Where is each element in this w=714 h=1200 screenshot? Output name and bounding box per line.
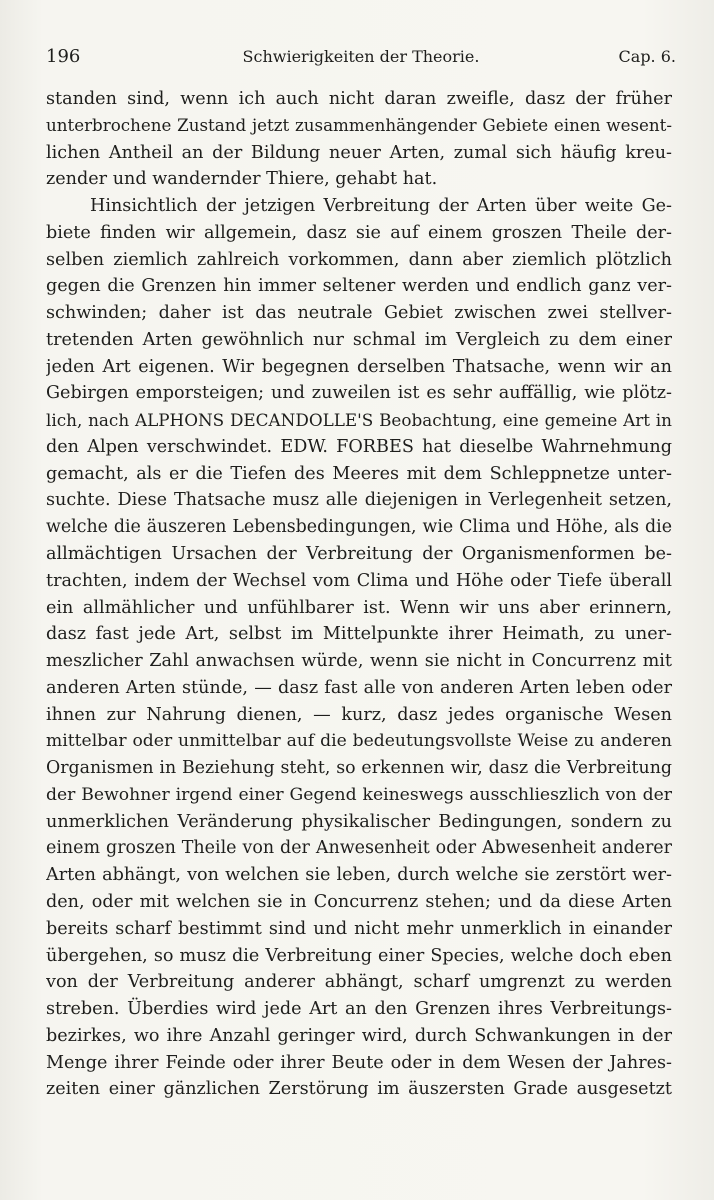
text-line: welche die äuszeren Lebensbedingungen, wie Clima und Höhe, als die — [46, 517, 672, 538]
text-line: bezirkes, wo ihre Anzahl geringer wird, durch Schwankungen in der — [46, 1025, 672, 1046]
chapter-label: Cap. 6. — [618, 47, 676, 66]
text-line: jeden Art eigenen. Wir begegnen derselben Thatsache, wenn wir an — [46, 356, 672, 377]
text-line: dasz fast jede Art, selbst im Mittelpunkte ihrer Heimath, zu uner- — [46, 624, 672, 645]
text-line: biete finden wir allgemein, dasz sie auf einem groszen Theile der- — [46, 222, 672, 243]
text-line: einem groszen Theile von der Anwesenheit oder Abwesenheit anderer — [46, 838, 672, 859]
text-line: mittelbar oder unmittelbar auf die bedeutungsvollste Weise zu anderen — [46, 731, 672, 752]
text-line: zeiten einer gänzlichen Zerstörung im äuszersten Grade ausgesetzt — [46, 1079, 672, 1100]
text-line: schwinden; daher ist das neutrale Gebiet zwischen zwei stellver- — [46, 303, 672, 324]
text-line: Organismen in Beziehung steht, so erkennen wir, dasz die Verbreitung — [46, 758, 672, 779]
text-line: den, oder mit welchen sie in Concurrenz stehen; und da diese Arten — [46, 891, 672, 912]
text-line: suchte. Diese Thatsache musz alle diejenigen in Verlegenheit setzen, — [46, 490, 672, 511]
text-line: tretenden Arten gewöhnlich nur schmal im Vergleich zu dem einer — [46, 329, 672, 350]
text-line: Hinsichtlich der jetzigen Verbreitung der Arten über weite Ge- — [90, 196, 672, 217]
text-line: übergehen, so musz die Verbreitung einer Species, welche doch eben — [46, 945, 672, 966]
text-line: gemacht, als er die Tiefen des Meeres mit dem Schleppnetze unter- — [46, 463, 672, 484]
text-line: von der Verbreitung anderer abhängt, scharf umgrenzt zu werden — [46, 972, 672, 993]
text-line: standen sind, wenn ich auch nicht daran zweifle, dasz der früher — [46, 89, 672, 109]
body-text — [46, 86, 672, 1103]
text-line: ein allmählicher und unfühlbarer ist. Wenn wir uns aber erinnern, — [46, 597, 672, 618]
text-line: lich, nach ALPHONS DECANDOLLE'S Beobachtung, eine gemeine Art in — [46, 410, 672, 431]
text-line: streben. Überdies wird jede Art an den Grenzen ihres Verbreitungs- — [46, 999, 672, 1020]
text-line: Menge ihrer Feinde oder ihrer Beute oder in dem Wesen der Jahres- — [46, 1052, 672, 1073]
text-line: den Alpen verschwindet. EDW. FORBES hat dieselbe Wahrnehmung — [46, 436, 672, 457]
text-line: trachten, indem der Wechsel vom Clima und Höhe oder Tiefe überall — [46, 570, 672, 591]
text-line: meszlicher Zahl anwachsen würde, wenn sie nicht in Concurrenz mit — [46, 651, 672, 672]
text-line: selben ziemlich zahlreich vorkommen, dann aber ziemlich plötzlich — [46, 249, 672, 270]
text-line: gegen die Grenzen hin immer seltener werden und endlich ganz ver- — [46, 276, 672, 297]
text-line: anderen Arten stünde, — dasz fast alle von anderen Arten leben oder — [46, 677, 672, 698]
text-line: der Bewohner irgend einer Gegend keineswegs ausschlieszlich von der — [46, 784, 672, 805]
text-line: Gebirgen emporsteigen; und zuweilen ist es sehr auffällig, wie plötz- — [46, 383, 672, 404]
running-title: Schwierigkeiten der Theorie. — [242, 47, 480, 66]
text-line: zender und wandernder Thiere, gehabt hat. — [46, 169, 438, 190]
page-number: 196 — [46, 46, 81, 67]
text-line: Arten abhängt, von welchen sie leben, durch welche sie zerstört wer- — [46, 865, 672, 886]
text-line: bereits scharf bestimmt sind und nicht mehr unmerklich in einander — [46, 918, 672, 939]
text-line: unterbrochene Zustand jetzt zusammenhängender Gebiete einen wesent- — [46, 115, 672, 135]
text-line: unmerklichen Veränderung physikalischer Bedingungen, sondern zu — [46, 811, 672, 832]
text-line: lichen Antheil an der Bildung neuer Arten, zumal sich häufig kreu- — [46, 142, 672, 163]
text-line: allmächtigen Ursachen der Verbreitung der Organismenformen be- — [46, 544, 672, 565]
running-header — [46, 46, 676, 72]
text-line: ihnen zur Nahrung dienen, — kurz, dasz jedes organische Wesen — [46, 704, 672, 725]
